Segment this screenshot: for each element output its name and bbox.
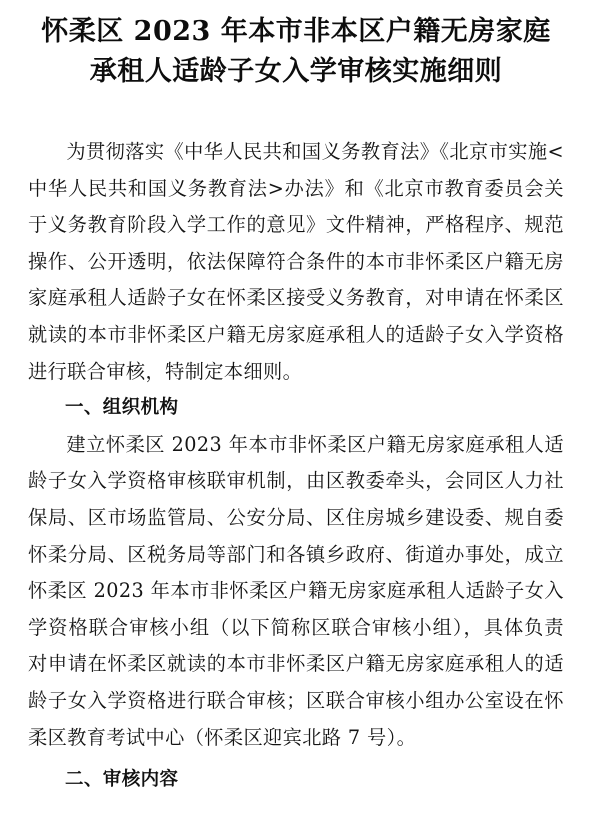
document-body xyxy=(28,134,564,799)
document-title-line-1: 怀柔区 2023 年本市非本区户籍无房家庭 xyxy=(41,16,551,47)
document-title-line-2: 承租人适龄子女入学审核实施细则 xyxy=(89,56,503,87)
section-2-heading: 二、审核内容 xyxy=(65,769,179,791)
intro-paragraph: 为贯彻落实《中华人民共和国义务教育法》《北京市实施<中华人民共和国义务教育法>办法》和《北京市教育委员会关于义务教育阶段入学工作的意见》文件精神，严格程序、规范操作、公开透明，依法保障符合条件的本市非怀柔区户籍无房家庭承租人适龄子女在怀柔区接受义务教育，对申请在怀柔区就读的本市非怀柔区户籍无房家庭承租人的适龄子女入学资格进行联合审核，特制定本细则。 xyxy=(28,140,564,383)
section-1-heading: 一、组织机构 xyxy=(65,397,179,419)
section-1-paragraph: 建立怀柔区 2023 年本市非怀柔区户籍无房家庭承租人适龄子女入学资格审核联审机制，由区教委牵头，会同区人力社保局、区市场监管局、公安分局、区住房城乡建设委、规自委怀柔分局、区税务局等部门和各镇乡政府、街道办事处，成立怀柔区 2023 年本市非怀柔区户籍无房家庭承租人适龄子女入学资格联合审核小组（以下简称区联合审核小组），具体负责对申请在怀柔区就读的本市非怀柔区户籍无房家庭承租人的适龄子女入学资格进行联合审核；区联合审核小组办公室设在怀柔区教育考试中心（怀柔区迎宾北路 7 号）。 xyxy=(28,432,564,749)
document-title xyxy=(28,12,564,92)
